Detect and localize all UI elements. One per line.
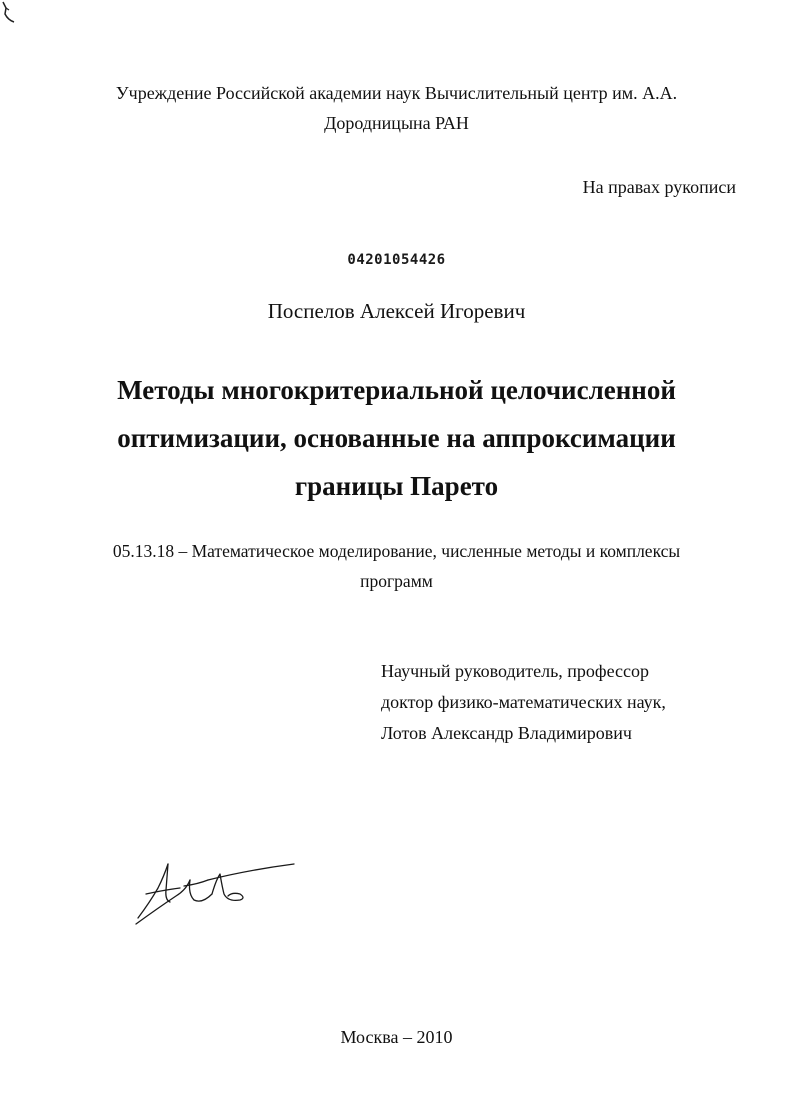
specialty-line-2: программ — [360, 571, 433, 591]
institution-line-2: Дородницына РАН — [324, 113, 469, 133]
city-year: Москва – 2010 — [340, 1027, 453, 1047]
specialty-code — [0, 536, 793, 596]
supervisor-line-2: доктор физико-математических наук, — [381, 692, 666, 712]
title-line-3: границы Парето — [294, 471, 499, 501]
scientific-supervisor — [381, 656, 666, 749]
dissertation-title — [0, 366, 793, 510]
author-name: Поспелов Алексей Игоревич — [267, 299, 526, 323]
catalog-number-stamp: 04201054426 — [347, 252, 446, 268]
title-line-2: оптимизации, основанные на аппроксимации — [117, 423, 676, 453]
title-line-1: Методы многокритериальной целочисленной — [117, 375, 676, 405]
scan-corner-mark — [0, 0, 22, 26]
institution-name — [0, 78, 793, 138]
supervisor-line-1: Научный руководитель, профессор — [381, 661, 649, 681]
institution-line-1: Учреждение Российской академии наук Вычислительный центр им. А.А. — [115, 83, 678, 103]
handwritten-signature — [128, 850, 303, 930]
supervisor-line-3: Лотов Александр Владимирович — [381, 723, 632, 743]
manuscript-note: На правах рукописи — [582, 177, 736, 197]
specialty-line-1: 05.13.18 – Математическое моделирование, численные методы и комплексы — [112, 541, 681, 561]
